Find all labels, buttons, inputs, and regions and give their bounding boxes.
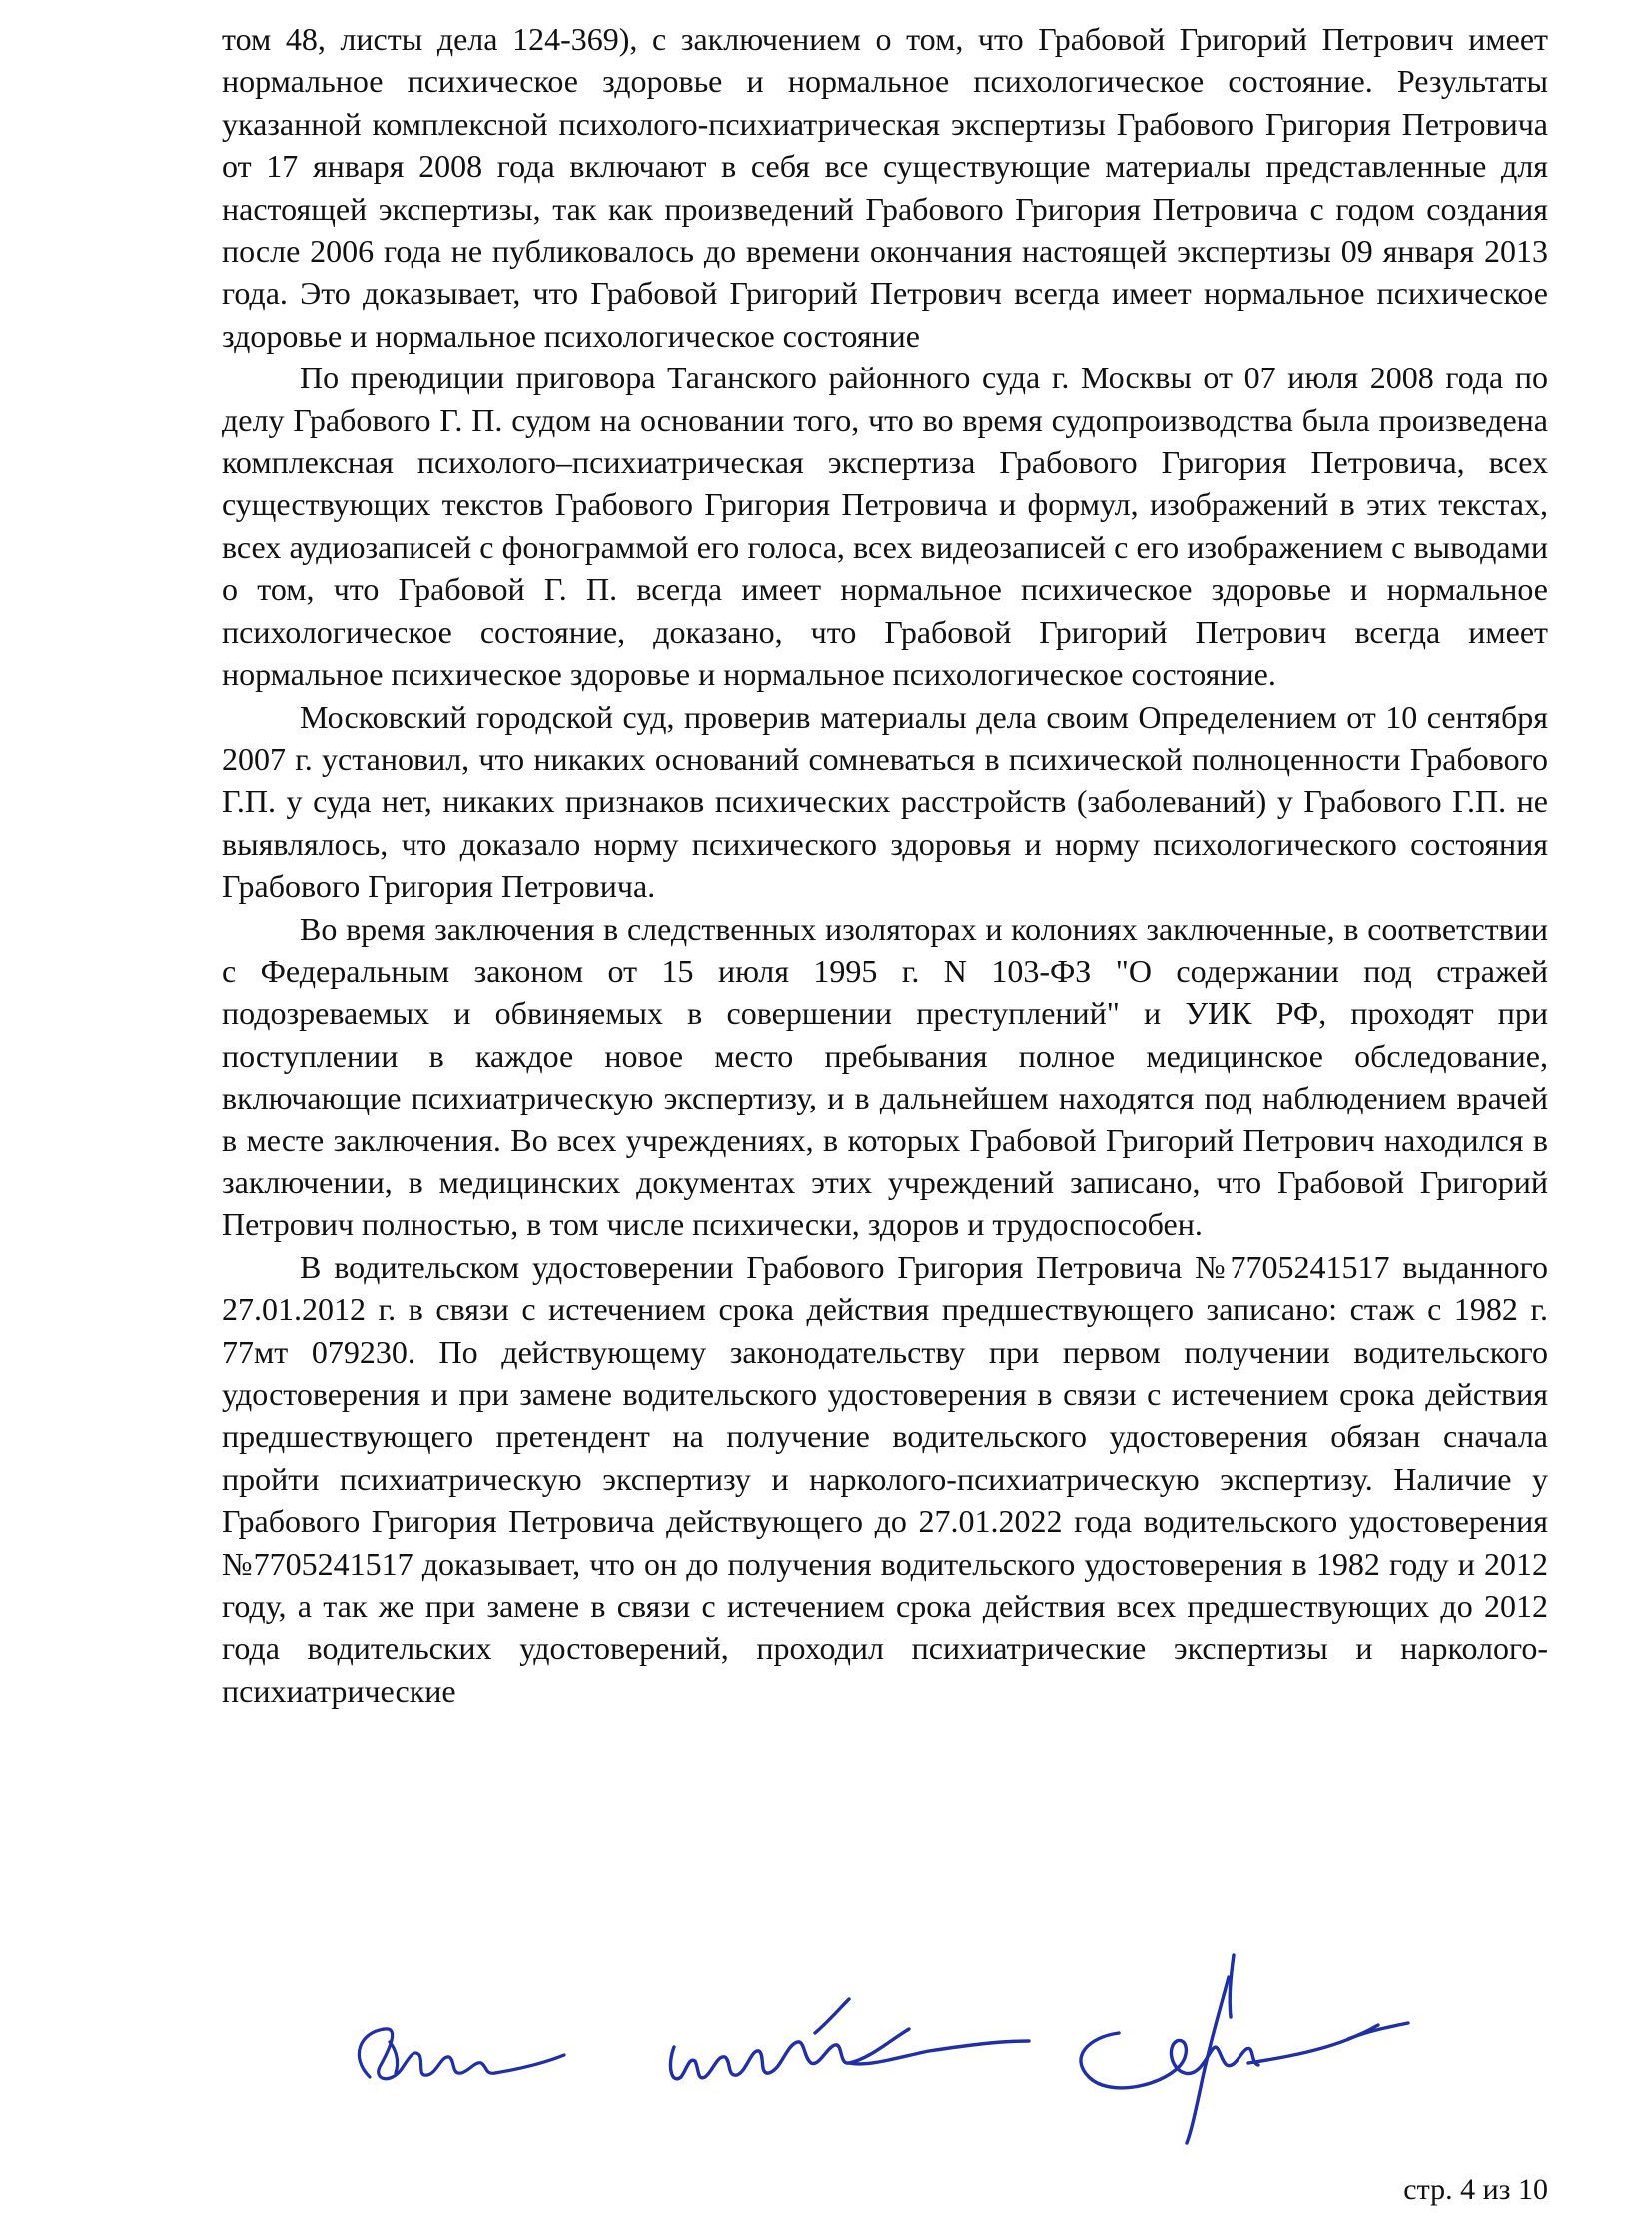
paragraph-2: По преюдиции приговора Таганского районного суда г. Москвы от 07 июля 2008 года по делу Грабового Г. П. судом на основании того, что во время судопроизводства была произведена комплексная психолого–психиатрическая экспертиза Грабового Григория Петровича, всех существующих текстов Грабового Григория Петровича и формул, изображений в этих текстах, всех аудиозаписей с фонограммой его голоса, всех видеозаписей с его изображением с выводами о том, что Грабовой Г. П. всегда имеет нормальное психическое здоровье и нормальное психологическое состояние, доказано, что Грабовой Григорий Петрович всегда имеет нормальное психическое здоровье и нормальное психологическое состояние. (222, 360, 1548, 693)
paragraph-5: В водительском удостоверении Грабового Григория Петровича №7705241517 выданного 27.01.2012 г. в связи с истечением срока действия предшествующего записано: стаж с 1982 г. 77мт 079230. По действующему законодательству при первом получении водительского удостоверения и при замене водительского удостоверения в связи с истечением срока действия предшествующего претендент на получение водительского удостоверения обязан сначала пройти психиатрическую экспертизу и нарколого-психиатрическую экспертизу. Наличие у Грабового Григория Петровича действующего до 27.01.2022 года водительского удостоверения №7705241517 доказывает, что он до получения водительского удостоверения в 1982 году и 2012 году, а так же при замене в связи с истечением срока действия всех предшествующих до 2012 года водительских удостоверений, проходил психиатрические экспертизы и нарколого-психиатрические (222, 1248, 1548, 1709)
document-body (222, 18, 1548, 1712)
signature-3 (1081, 1955, 1408, 2143)
signature-2 (670, 1999, 1029, 2079)
paragraph-1: том 48, листы дела 124-369), с заключением о том, что Грабовой Григорий Петрович имеет нормальное психическое здоровье и нормальное психологическое состояние. Результаты указанной комплексной психолого-психиатрическая экспертизы Грабового Григория Петровича от 17 января 2008 года включают в себя все существующие материалы представленные для настоящей экспертизы, так как произведений Грабового Григория Петровича с годом создания после 2006 года не публиковалось до времени окончания настоящей экспертизы 09 января 2013 года. Это доказывает, что Грабовой Григорий Петрович всегда имеет нормальное психическое здоровье и нормальное психологическое состояние (222, 21, 1548, 354)
paragraph-3: Московский городской суд, проверив материалы дела своим Определением от 10 сентября 2007 г. установил, что никаких оснований сомневаться в психической полноценности Грабового Г.П. у суда нет, никаких признаков психических расстройств (заболеваний) у Грабового Г.П. не выявлялось, что доказало норму психического здоровья и норму психологического состояния Грабового Григория Петровича. (222, 698, 1548, 905)
signature-1 (359, 2029, 564, 2079)
page-number: стр. 4 из 10 (1403, 2173, 1548, 2206)
paragraph-4: Во время заключения в следственных изоляторах и колониях заключенные, в соответствии с Федеральным законом от 15 июля 1995 г. N 103-ФЗ "О содержании под стражей подозреваемых и обвиняемых в совершении преступлений" и УИК РФ, проходят при поступлении в каждое новое место пребывания полное медицинское обследование, включающие психиатрическую экспертизу, и в дальнейшем находятся под наблюдением врачей в месте заключения. Во всех учреждениях, в которых Грабовой Григорий Петрович находился в заключении, в медицинских документах этих учреждений записано, что Грабовой Григорий Петрович полностью, в том числе психически, здоров и трудоспособен. (222, 910, 1548, 1243)
signatures-block (330, 1937, 1468, 2157)
